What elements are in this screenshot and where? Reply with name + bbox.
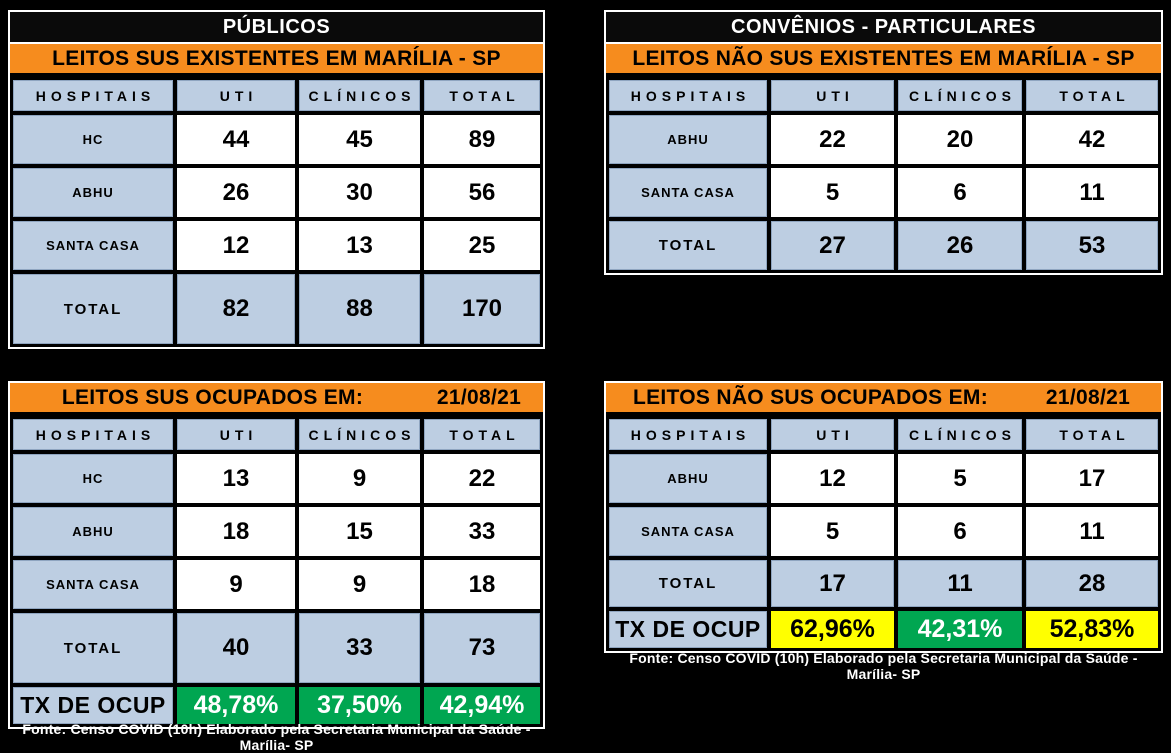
table-subtitle: LEITOS SUS OCUPADOS EM: — [61, 385, 364, 409]
hospital-name-cell: HC — [13, 454, 173, 503]
table-header-publicos: PÚBLICOS — [10, 12, 543, 44]
table-grid — [10, 416, 543, 727]
value-cell: 20 — [898, 115, 1022, 164]
total-value-cell: 17 — [771, 560, 894, 607]
column-header-total: TOTAL — [424, 80, 540, 111]
value-cell: 5 — [898, 454, 1022, 503]
column-header-uti: UTI — [771, 419, 894, 450]
hospital-name-cell: SANTA CASA — [13, 560, 173, 609]
column-header-total: TOTAL — [1026, 419, 1158, 450]
total-value-cell: 11 — [898, 560, 1022, 607]
value-cell: 30 — [299, 168, 420, 217]
value-cell: 9 — [299, 560, 420, 609]
source-footer: Fonte: Censo COVID (10h) Elaborado pela Secretaria Municipal da Saúde - Marília- SP — [22, 721, 531, 753]
hospital-name-cell: HC — [13, 115, 173, 164]
table-sus-existing-beds — [8, 10, 545, 349]
total-value-cell: 88 — [299, 274, 420, 344]
value-cell: 56 — [424, 168, 540, 217]
column-header-clinicos: CLÍNICOS — [299, 419, 420, 450]
column-header-uti: UTI — [177, 80, 295, 111]
total-label-cell: TOTAL — [609, 560, 767, 607]
value-cell: 12 — [177, 221, 295, 270]
value-cell: 9 — [299, 454, 420, 503]
value-cell: 42 — [1026, 115, 1158, 164]
total-value-cell: 82 — [177, 274, 295, 344]
column-header-uti: UTI — [177, 419, 295, 450]
hospital-name-cell: ABHU — [13, 168, 173, 217]
table-subtitle: LEITOS NÃO SUS OCUPADOS EM: — [632, 385, 989, 409]
column-header-hospitais: HOSPITAIS — [13, 80, 173, 111]
column-header-total: TOTAL — [424, 419, 540, 450]
value-cell: 18 — [424, 560, 540, 609]
value-cell: 45 — [299, 115, 420, 164]
value-cell: 33 — [424, 507, 540, 556]
total-value-cell: 170 — [424, 274, 540, 344]
table-subtitle: LEITOS SUS EXISTENTES EM MARÍLIA - SP — [52, 46, 501, 70]
total-label-cell: TOTAL — [13, 613, 173, 683]
hospital-name-cell: SANTA CASA — [609, 507, 767, 556]
column-header-uti: UTI — [771, 80, 894, 111]
value-cell: 25 — [424, 221, 540, 270]
hospital-name-cell: SANTA CASA — [609, 168, 767, 217]
value-cell: 6 — [898, 507, 1022, 556]
occupancy-rate-uti: 62,96% — [771, 611, 894, 648]
value-cell: 15 — [299, 507, 420, 556]
total-value-cell: 28 — [1026, 560, 1158, 607]
value-cell: 11 — [1026, 507, 1158, 556]
column-header-clinicos: CLÍNICOS — [299, 80, 420, 111]
hospital-name-cell: ABHU — [609, 454, 767, 503]
table-header-convenios: CONVÊNIOS - PARTICULARES — [606, 12, 1161, 44]
table-subtitle-bar — [10, 44, 543, 77]
occupancy-rate-label: TX DE OCUP — [609, 611, 767, 648]
total-value-cell: 40 — [177, 613, 295, 683]
value-cell: 89 — [424, 115, 540, 164]
source-footer: Fonte: Censo COVID (10h) Elaborado pela Secretaria Municipal da Saúde - Marília- SP — [629, 650, 1138, 682]
value-cell: 5 — [771, 168, 894, 217]
table-subtitle-bar — [606, 44, 1161, 77]
column-header-hospitais: HOSPITAIS — [13, 419, 173, 450]
value-cell: 18 — [177, 507, 295, 556]
value-cell: 44 — [177, 115, 295, 164]
census-date: 21/08/21 — [1045, 385, 1131, 409]
table-subtitle-bar — [606, 383, 1161, 416]
value-cell: 6 — [898, 168, 1022, 217]
table-grid — [606, 77, 1161, 273]
table-grid — [606, 416, 1161, 651]
total-label-cell: TOTAL — [609, 221, 767, 270]
table-subtitle: LEITOS NÃO SUS EXISTENTES EM MARÍLIA - SP — [632, 46, 1135, 70]
total-value-cell: 73 — [424, 613, 540, 683]
total-label-cell: TOTAL — [13, 274, 173, 344]
total-value-cell: 27 — [771, 221, 894, 270]
total-value-cell: 26 — [898, 221, 1022, 270]
value-cell: 5 — [771, 507, 894, 556]
occupancy-rate-uti: 48,78% — [177, 687, 295, 724]
value-cell: 22 — [771, 115, 894, 164]
column-header-hospitais: HOSPITAIS — [609, 80, 767, 111]
column-header-clinicos: CLÍNICOS — [898, 419, 1022, 450]
column-header-total: TOTAL — [1026, 80, 1158, 111]
hospital-name-cell: SANTA CASA — [13, 221, 173, 270]
column-header-clinicos: CLÍNICOS — [898, 80, 1022, 111]
table-sus-occupied-beds — [8, 381, 545, 729]
table-subtitle-bar — [10, 383, 543, 416]
occupancy-rate-total: 42,94% — [424, 687, 540, 724]
value-cell: 11 — [1026, 168, 1158, 217]
occupancy-rate-clinicos: 37,50% — [299, 687, 420, 724]
hospital-name-cell: ABHU — [609, 115, 767, 164]
table-non-sus-existing-beds — [604, 10, 1163, 275]
occupancy-rate-clinicos: 42,31% — [898, 611, 1022, 648]
table-grid — [10, 77, 543, 347]
value-cell: 13 — [177, 454, 295, 503]
total-value-cell: 53 — [1026, 221, 1158, 270]
total-value-cell: 33 — [299, 613, 420, 683]
occupancy-rate-label: TX DE OCUP — [13, 687, 173, 724]
column-header-hospitais: HOSPITAIS — [609, 419, 767, 450]
value-cell: 13 — [299, 221, 420, 270]
value-cell: 17 — [1026, 454, 1158, 503]
hospital-name-cell: ABHU — [13, 507, 173, 556]
value-cell: 26 — [177, 168, 295, 217]
value-cell: 22 — [424, 454, 540, 503]
table-non-sus-occupied-beds — [604, 381, 1163, 653]
occupancy-rate-total: 52,83% — [1026, 611, 1158, 648]
value-cell: 9 — [177, 560, 295, 609]
census-date: 21/08/21 — [436, 385, 522, 409]
value-cell: 12 — [771, 454, 894, 503]
